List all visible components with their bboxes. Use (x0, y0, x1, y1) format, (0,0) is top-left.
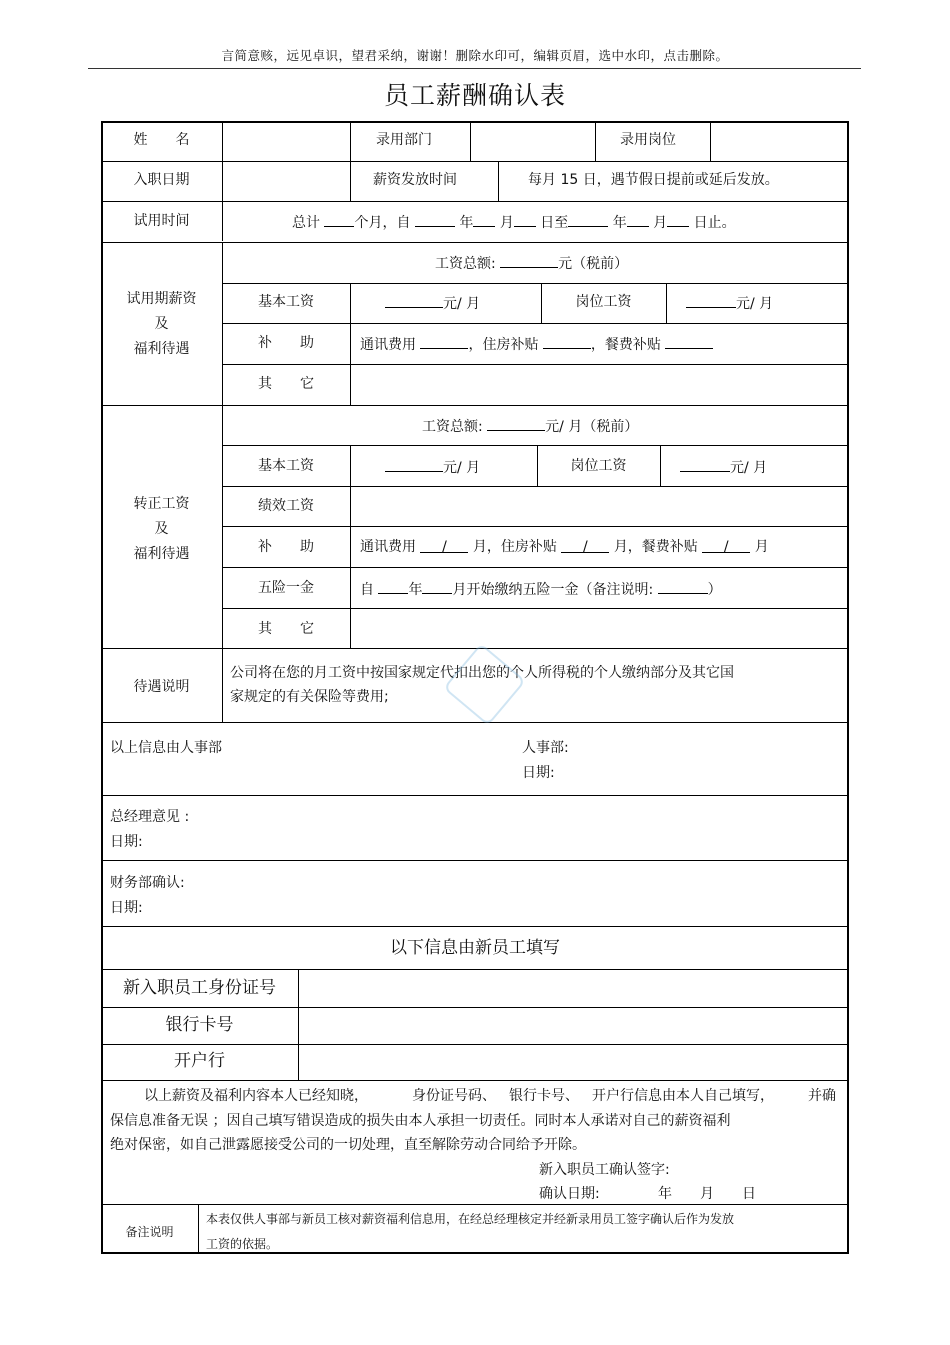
dept-label: 录用部门 (376, 132, 432, 148)
staff-date-year: 年 (658, 1186, 672, 1202)
col-divider (350, 283, 351, 405)
row-divider (101, 1044, 849, 1045)
row-divider (101, 242, 849, 243)
row-divider (101, 1007, 849, 1008)
staff-sign-label: 新入职员工确认签字: (539, 1162, 670, 1178)
probation-basic-label: 基本工资 (258, 294, 314, 310)
statement-line1a: 以上薪资及福利内容本人已经知晓， (144, 1088, 368, 1104)
statement-line2: 保信息准备无误 ；因自己填写错误造成的损失由本人承担一切责任。同时本人承诺对自己的薪资福利 (110, 1113, 731, 1129)
row-divider (101, 161, 849, 162)
entry-date-label: 入职日期 (133, 172, 190, 188)
pay-time-value: 每月 15 日，遇节假日提前或延后发放。 (528, 172, 779, 188)
col-divider (350, 121, 351, 201)
row-divider (222, 486, 849, 487)
finance-date-label: 日期: (110, 900, 143, 916)
col-divider (470, 121, 471, 161)
row-divider (101, 1204, 849, 1205)
name-label: 姓 名 (133, 132, 190, 148)
col-divider (222, 121, 223, 241)
staff-date-label: 确认日期: (539, 1186, 600, 1202)
statement-line1b: 身份证号码、 (412, 1088, 496, 1104)
post-label: 录用岗位 (620, 132, 676, 148)
col-divider (198, 1204, 199, 1254)
row-divider (101, 795, 849, 796)
row-divider (101, 405, 849, 406)
regular-benefit-label: 转正工资 及 福利待遇 (133, 496, 190, 562)
probation-period-label: 试用时间 (133, 213, 190, 229)
regular-subsidy-text: 通讯费用 / 月，住房补贴 / 月，餐费补贴 / 月 (360, 539, 769, 555)
row-divider (222, 364, 849, 365)
regular-post-label: 岗位工资 (570, 458, 627, 474)
probation-basic-value: 元/ 月 (385, 293, 480, 313)
probation-post-value: 元/ 月 (686, 293, 773, 313)
row-divider (101, 969, 849, 970)
hr-date-label: 日期: (522, 765, 555, 781)
col-divider (350, 445, 351, 648)
col-divider (666, 283, 667, 323)
treatment-label: 待遇说明 (133, 679, 190, 695)
row-divider (101, 1080, 849, 1081)
bank-branch-label: 开户行 (174, 1051, 225, 1071)
regular-other-label: 其 它 (258, 621, 314, 637)
probation-total: 工资总额: 元（税前） (435, 253, 628, 273)
statement-line1c: 银行卡号、 (509, 1088, 579, 1104)
row-divider (101, 722, 849, 723)
bank-card-label: 银行卡号 (165, 1015, 234, 1035)
pay-time-label: 薪资发放时间 (373, 172, 457, 188)
regular-basic-label: 基本工资 (258, 458, 314, 474)
probation-period-text: 总计 个月，自 年 月 日至 年 月 日止。 (292, 212, 736, 232)
probation-other-label: 其 它 (258, 376, 314, 392)
row-divider (222, 567, 849, 568)
staff-date-day: 日 (742, 1186, 756, 1202)
row-divider (222, 283, 849, 284)
row-divider (101, 926, 849, 927)
gm-opinion-label: 总经理意见 : (110, 809, 190, 825)
newstaff-heading: 以下信息由新员工填写 (390, 938, 560, 958)
probation-post-label: 岗位工资 (575, 294, 632, 310)
row-divider (222, 526, 849, 527)
probation-benefit-label: 试用期薪资 及 福利待遇 (126, 291, 197, 357)
form-title: 员工薪酬确认表 (383, 81, 566, 110)
id-number-label: 新入职员工身份证号 (123, 978, 276, 998)
probation-subsidy-text: 通讯费用 ，住房补贴 ，餐费补贴 (360, 334, 713, 354)
row-divider (101, 201, 849, 202)
col-divider (660, 445, 661, 486)
col-divider (595, 121, 596, 161)
probation-subsidy-label: 补 助 (258, 335, 314, 351)
staff-date-month: 月 (700, 1186, 714, 1202)
col-divider (298, 969, 299, 1080)
header-note: 言简意赅，远见卓识，望君采纳，谢谢！删除水印可，编辑页眉，选中水印，点击删除。 (221, 48, 729, 63)
regular-total: 工资总额: 元/ 月（税前） (422, 416, 638, 436)
statement-line1d: 开户行信息由本人自己填写， (592, 1088, 774, 1104)
col-divider (222, 242, 223, 722)
regular-performance-label: 绩效工资 (258, 498, 314, 514)
remark-text: 本表仅供人事部与新员工核对薪资福利信息用，在经总经理核定并经新录用员工签字确认后作为发放 工资的依据。 (206, 1212, 735, 1251)
statement-line3: 绝对保密，如自己泄露愿接受公司的一切处理，直至解除劳动合同给予开除。 (110, 1137, 586, 1153)
gm-date-label: 日期: (110, 834, 143, 850)
regular-subsidy-label: 补 助 (258, 539, 314, 555)
treatment-text: 公司将在您的月工资中按国家规定代扣出您的个人所得税的个人缴纳部分及其它国 家规定的有关保险等费用; (230, 665, 734, 705)
row-divider (222, 608, 849, 609)
regular-insurance-label: 五险一金 (258, 580, 314, 596)
hr-info-text: 以上信息由人事部 (110, 740, 222, 756)
regular-basic-value: 元/ 月 (385, 457, 480, 477)
statement-line1e: 并确 (808, 1088, 836, 1104)
header-divider (88, 68, 861, 69)
regular-insurance-text: 自 年 月开始缴纳五险一金（备注说明: ） (360, 579, 722, 599)
regular-post-value: 元/ 月 (680, 457, 767, 477)
col-divider (498, 161, 499, 201)
finance-confirm-label: 财务部确认: (110, 875, 185, 891)
hr-sign-label: 人事部: (522, 740, 569, 756)
col-divider (710, 121, 711, 161)
row-divider (101, 860, 849, 861)
row-divider (222, 445, 849, 446)
remark-label: 备注说明 (125, 1225, 174, 1239)
row-divider (222, 323, 849, 324)
